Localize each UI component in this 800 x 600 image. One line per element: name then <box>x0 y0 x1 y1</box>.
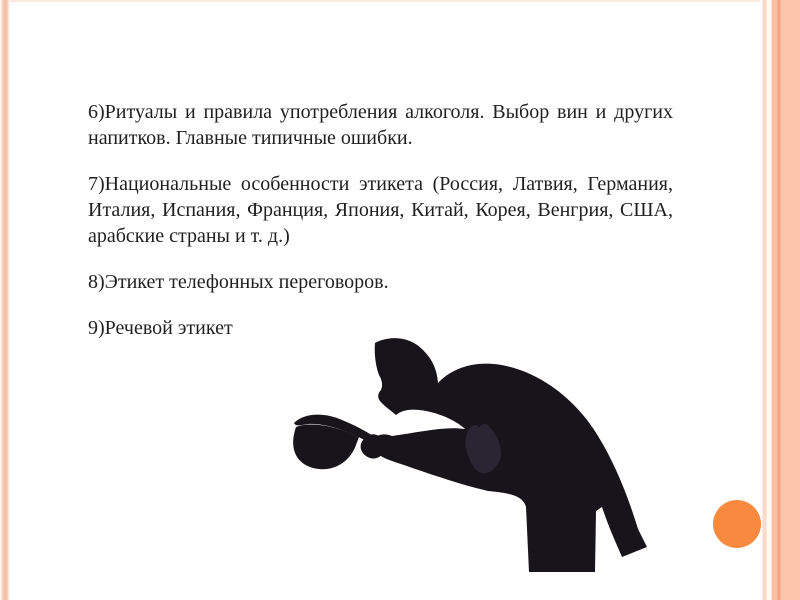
left-border-stripe <box>0 0 10 600</box>
slide-text-block <box>88 99 673 361</box>
list-item-8 <box>88 269 673 295</box>
text-line: напитков. Главные типичные ошибки. <box>88 127 413 149</box>
text-line: 6)Ритуалы и правила употребления алкоголя. Выбор вин и других <box>88 101 673 123</box>
text-line: 7)Национальные особенности этикета (Россия, Латвия, Германия, <box>88 173 673 195</box>
list-item-6 <box>88 99 673 151</box>
text-line: арабские страны и т. д.) <box>88 225 290 247</box>
top-border-line <box>0 0 800 2</box>
text-line: Италия, Испания, Франция, Япония, Китай, Корея, Венгрия, США, <box>88 199 673 221</box>
text-line: 8)Этикет телефонных переговоров. <box>88 271 389 293</box>
bowing-man-silhouette <box>280 335 665 580</box>
text-line: 9)Речевой этикет <box>88 317 233 339</box>
accent-circle <box>713 500 761 548</box>
right-border-band <box>760 0 800 600</box>
man-body-shape <box>372 338 647 572</box>
list-item-7 <box>88 171 673 249</box>
